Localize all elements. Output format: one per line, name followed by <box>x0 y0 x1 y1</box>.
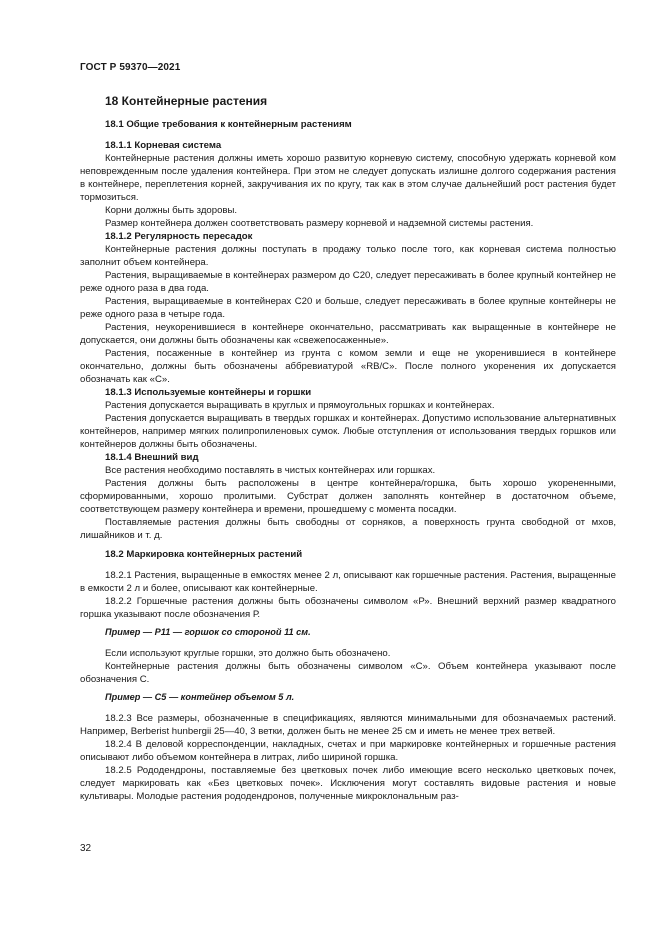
section-title: 18 Контейнерные растения <box>105 94 268 108</box>
document-code: ГОСТ Р 59370—2021 <box>80 62 181 73</box>
paragraph: Растения допускается выращивать в круглых и прямоугольных горшках и контейнерах. <box>105 400 495 411</box>
paragraph: Контейнерные растения должны иметь хорошо развитую корневую систему, способную удержать корневой ком неповрежденным после удаления контейнера. При этом не следует допускать излишне долгого содержания растения в контейнере, переплетения корней, закручивания их по кругу, так как в этом случае дальнейший рост растения будет тормозиться. <box>80 153 616 203</box>
paragraph: Растения, посаженные в контейнер из грунта с комом земли и еще не укоренившиеся в контейнере окончательно, должны быть обозначены аббревиатурой «RB/C». После полного укоренения их допускается обозначать как «С». <box>80 348 616 385</box>
paragraph: Если используют круглые горшки, это должно быть обозначено. <box>105 648 391 659</box>
clause-title: 18.1.1 Корневая система <box>105 140 222 151</box>
paragraph: Растения, выращиваемые в контейнерах С20 и больше, следует пересаживать в более крупные контейнеры не реже одного раза в четыре года. <box>80 296 616 320</box>
paragraph: 18.2.2 Горшечные растения должны быть обозначены символом «Р». Внешний верхний размер квадратного горшка указывают после обозначения Р. <box>80 596 616 620</box>
clause-title: 18.1.2 Регулярность пересадок <box>105 231 253 242</box>
paragraph: Контейнерные растения должны быть обозначены символом «С». Объем контейнера указывают после обозначения С. <box>80 661 616 685</box>
paragraph: 18.2.4 В деловой корреспонденции, накладных, счетах и при маркировке контейнерных и горшечные растения описывают либо объемом контейнера в литрах, либо шириной горшка. <box>80 739 616 763</box>
paragraph: Растения, неукоренившиеся в контейнере окончательно, рассматривать как выращенные в контейнере не допускается, они должны быть обозначены как «свежепосаженные». <box>80 322 616 346</box>
subsection-title: 18.1 Общие требования к контейнерным растениям <box>105 119 352 130</box>
clause-title: 18.1.3 Используемые контейнеры и горшки <box>105 387 312 398</box>
paragraph: Корни должны быть здоровы. <box>105 205 238 216</box>
paragraph: 18.2.5 Рододендроны, поставляемые без цветковых почек либо имеющие всего несколько цветковых почек, следует маркировать как «Без цветковых почек». Исключения могут составлять видовые растения и новые культивары. Молодые растения рододендронов, полученные микроклональным раз- <box>80 765 616 802</box>
paragraph: 18.2.1 Растения, выращенные в емкостях менее 2 л, описывают как горшечные растения. Растения, выращенные в емкости 2 л и более, описывают как контейнерные. <box>80 570 616 594</box>
example-note: Пример — Р11 — горшок со стороной 11 см. <box>105 627 311 637</box>
subsection-title: 18.2 Маркировка контейнерных растений <box>105 549 303 560</box>
page-content <box>80 95 616 803</box>
paragraph: 18.2.3 Все размеры, обозначенные в спецификациях, являются минимальными для обозначаемых растений. Например, Berberist hunbergii 25—40, 3 ветки, должен быть не менее 25 см и иметь не менее трех ветвей. <box>80 713 616 737</box>
paragraph: Растения, выращиваемые в контейнерах размером до С20, следует пересаживать в более крупный контейнер не реже одного раза в два года. <box>80 270 616 294</box>
paragraph: Контейнерные растения должны поступать в продажу только после того, как корневая система полностью заполнит объем контейнера. <box>80 244 616 268</box>
paragraph: Все растения необходимо поставлять в чистых контейнерах или горшках. <box>105 465 436 476</box>
example-note: Пример — С5 — контейнер объемом 5 л. <box>105 692 295 702</box>
clause-title: 18.1.4 Внешний вид <box>105 452 199 463</box>
paragraph: Поставляемые растения должны быть свободны от сорняков, а поверхность грунта свободной от мхов, лишайников и т. д. <box>80 517 616 541</box>
paragraph: Растения должны быть расположены в центре контейнера/горшка, быть хорошо укорененными, сформированными, хорошо пролитыми. Субстрат должен заполнять контейнер в достаточном объеме, соответствующем размеру контейнера и времени, прошедшему с момента посадки. <box>80 478 616 515</box>
paragraph: Размер контейнера должен соответствовать размеру корневой и надземной системы растения. <box>105 218 534 229</box>
page-number: 32 <box>80 843 92 854</box>
paragraph: Растения допускается выращивать в твердых горшках и контейнерах. Допустимо использование альтернативных контейнеров, например мягких полипропиленовых сумок. Любые отступления от использования твердых горшков или контейнеров должны быть обозначены. <box>80 413 616 450</box>
